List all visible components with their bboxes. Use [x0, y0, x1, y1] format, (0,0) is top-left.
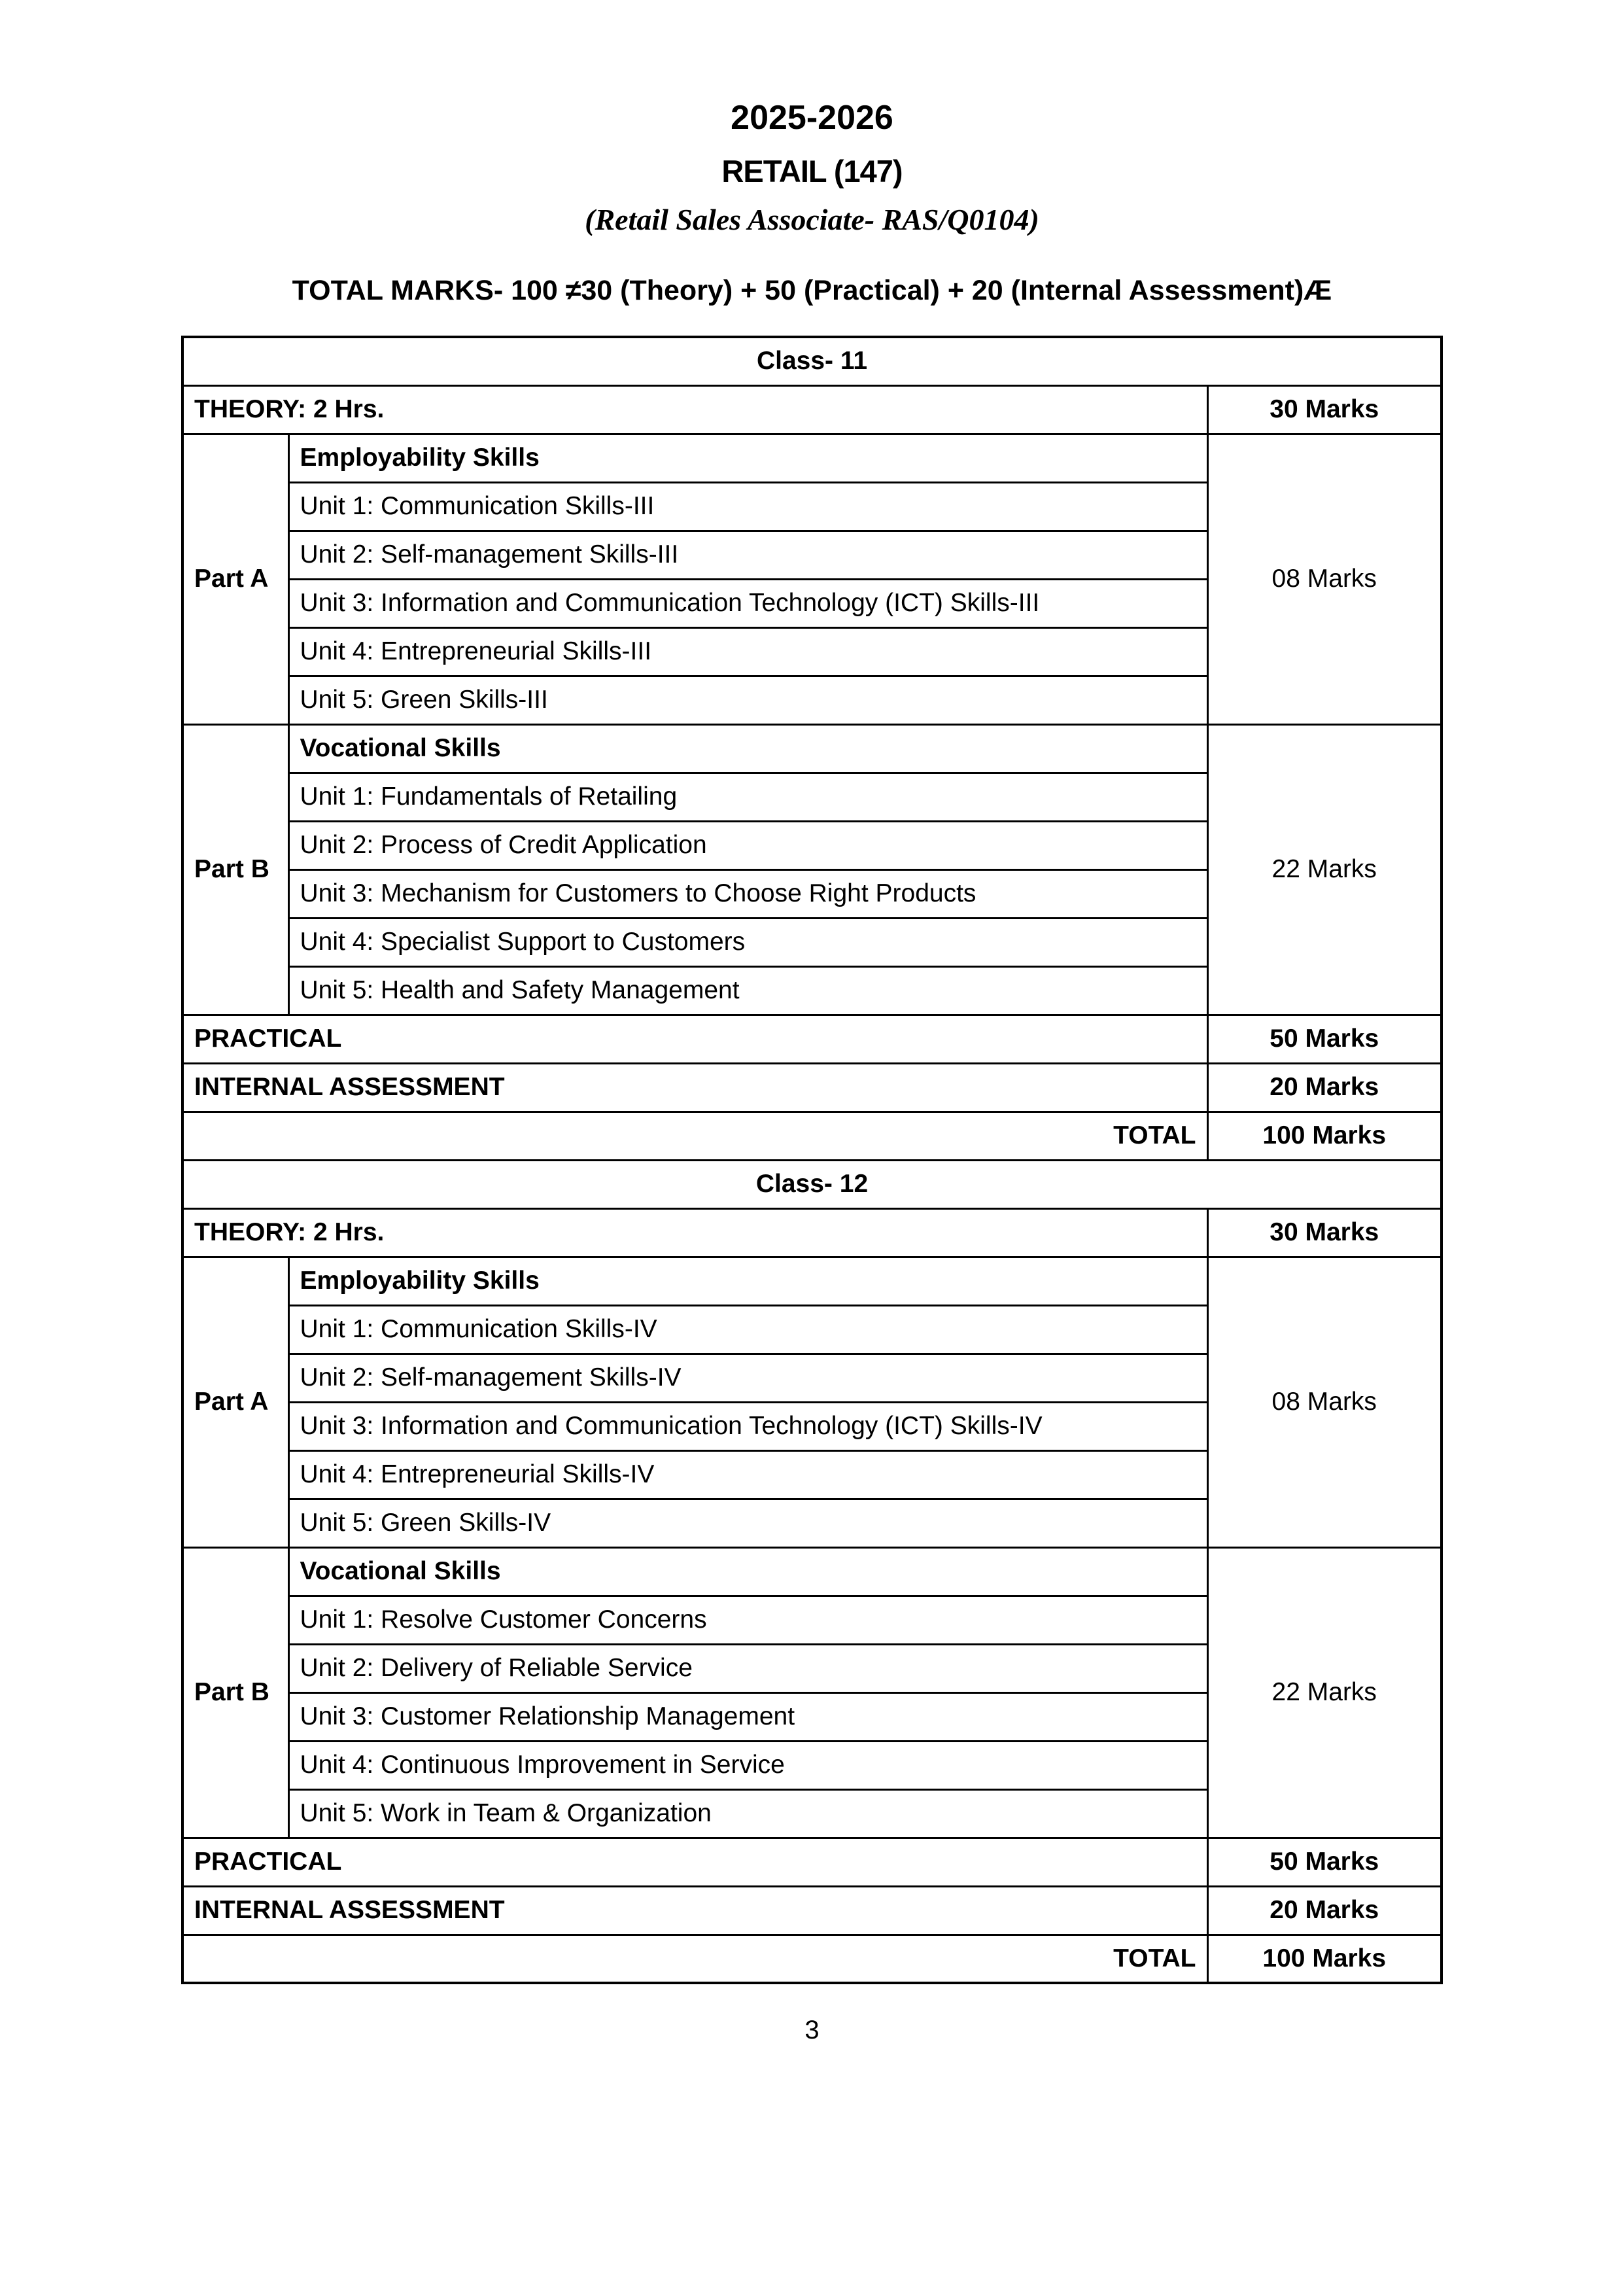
- table-row: [182, 337, 1442, 385]
- unit-item: Unit 3: Information and Communication Technology (ICT) Skills-IV: [288, 1402, 1207, 1450]
- unit-item: Unit 4: Entrepreneurial Skills-IV: [288, 1450, 1207, 1499]
- table-row: [182, 1063, 1442, 1112]
- table-row: [182, 1112, 1442, 1160]
- unit-item: Unit 1: Resolve Customer Concerns: [288, 1596, 1207, 1644]
- part-a-label: Part A: [182, 434, 288, 724]
- unit-item: Unit 4: Continuous Improvement in Service: [288, 1741, 1207, 1789]
- unit-item: Unit 2: Self-management Skills-III: [288, 531, 1207, 579]
- internal-assessment-label: INTERNAL ASSESSMENT: [182, 1886, 1207, 1935]
- syllabus-table: [181, 336, 1443, 1984]
- theory-label: THEORY: 2 Hrs.: [182, 385, 1207, 434]
- unit-item: Unit 5: Health and Safety Management: [288, 966, 1207, 1015]
- subject-subtitle: (Retail Sales Associate- RAS/Q0104): [585, 203, 1039, 236]
- part-a-label: Part A: [182, 1257, 288, 1547]
- unit-item: Unit 5: Green Skills-III: [288, 676, 1207, 724]
- unit-item: Unit 4: Specialist Support to Customers: [288, 918, 1207, 966]
- total-label: TOTAL: [182, 1112, 1207, 1160]
- internal-assessment-marks: 20 Marks: [1207, 1063, 1442, 1112]
- theory-marks: 30 Marks: [1207, 1208, 1442, 1257]
- page-number: 3: [804, 2016, 820, 2044]
- part-b-skill-name: Vocational Skills: [288, 724, 1207, 773]
- subject-title: RETAIL (147): [721, 154, 903, 188]
- table-row: [182, 1838, 1442, 1886]
- unit-item: Unit 3: Information and Communication Technology (ICT) Skills-III: [288, 579, 1207, 627]
- practical-marks: 50 Marks: [1207, 1838, 1442, 1886]
- unit-item: Unit 2: Process of Credit Application: [288, 821, 1207, 869]
- table-row: [182, 1886, 1442, 1935]
- class-12-title: Class- 12: [182, 1160, 1442, 1208]
- part-a-skill-name: Employability Skills: [288, 434, 1207, 482]
- part-a-skill-name: Employability Skills: [288, 1257, 1207, 1305]
- table-row: [182, 1208, 1442, 1257]
- unit-item: Unit 3: Customer Relationship Management: [288, 1692, 1207, 1741]
- internal-assessment-marks: 20 Marks: [1207, 1886, 1442, 1935]
- class-11-title: Class- 11: [182, 337, 1442, 385]
- theory-marks: 30 Marks: [1207, 385, 1442, 434]
- total-marks-line: TOTAL MARKS- 100 ≠30 (Theory) + 50 (Practical) + 20 (Internal Assessment)Æ: [292, 275, 1332, 306]
- unit-item: Unit 1: Communication Skills-III: [288, 482, 1207, 531]
- total-marks: 100 Marks: [1207, 1935, 1442, 1983]
- table-row: [182, 1547, 1442, 1596]
- unit-item: Unit 1: Fundamentals of Retailing: [288, 773, 1207, 821]
- part-b-label: Part B: [182, 1547, 288, 1838]
- part-b-label: Part B: [182, 724, 288, 1015]
- part-b-marks: 22 Marks: [1207, 1547, 1442, 1838]
- part-b-marks: 22 Marks: [1207, 724, 1442, 1015]
- unit-item: Unit 3: Mechanism for Customers to Choose Right Products: [288, 869, 1207, 918]
- table-row: [182, 1015, 1442, 1063]
- table-row: [182, 434, 1442, 482]
- practical-label: PRACTICAL: [182, 1015, 1207, 1063]
- theory-label: THEORY: 2 Hrs.: [182, 1208, 1207, 1257]
- practical-marks: 50 Marks: [1207, 1015, 1442, 1063]
- table-row: [182, 1257, 1442, 1305]
- part-b-skill-name: Vocational Skills: [288, 1547, 1207, 1596]
- document-header: [0, 0, 1624, 307]
- internal-assessment-label: INTERNAL ASSESSMENT: [182, 1063, 1207, 1112]
- practical-label: PRACTICAL: [182, 1838, 1207, 1886]
- academic-year-title: 2025-2026: [731, 99, 893, 137]
- unit-item: Unit 2: Self-management Skills-IV: [288, 1354, 1207, 1402]
- part-a-marks: 08 Marks: [1207, 1257, 1442, 1547]
- unit-item: Unit 5: Green Skills-IV: [288, 1499, 1207, 1547]
- unit-item: Unit 2: Delivery of Reliable Service: [288, 1644, 1207, 1692]
- total-marks: 100 Marks: [1207, 1112, 1442, 1160]
- unit-item: Unit 4: Entrepreneurial Skills-III: [288, 627, 1207, 676]
- unit-item: Unit 1: Communication Skills-IV: [288, 1305, 1207, 1354]
- table-row: [182, 1160, 1442, 1208]
- unit-item: Unit 5: Work in Team & Organization: [288, 1789, 1207, 1838]
- table-row: [182, 385, 1442, 434]
- table-row: [182, 1935, 1442, 1983]
- part-a-marks: 08 Marks: [1207, 434, 1442, 724]
- table-row: [182, 724, 1442, 773]
- total-label: TOTAL: [182, 1935, 1207, 1983]
